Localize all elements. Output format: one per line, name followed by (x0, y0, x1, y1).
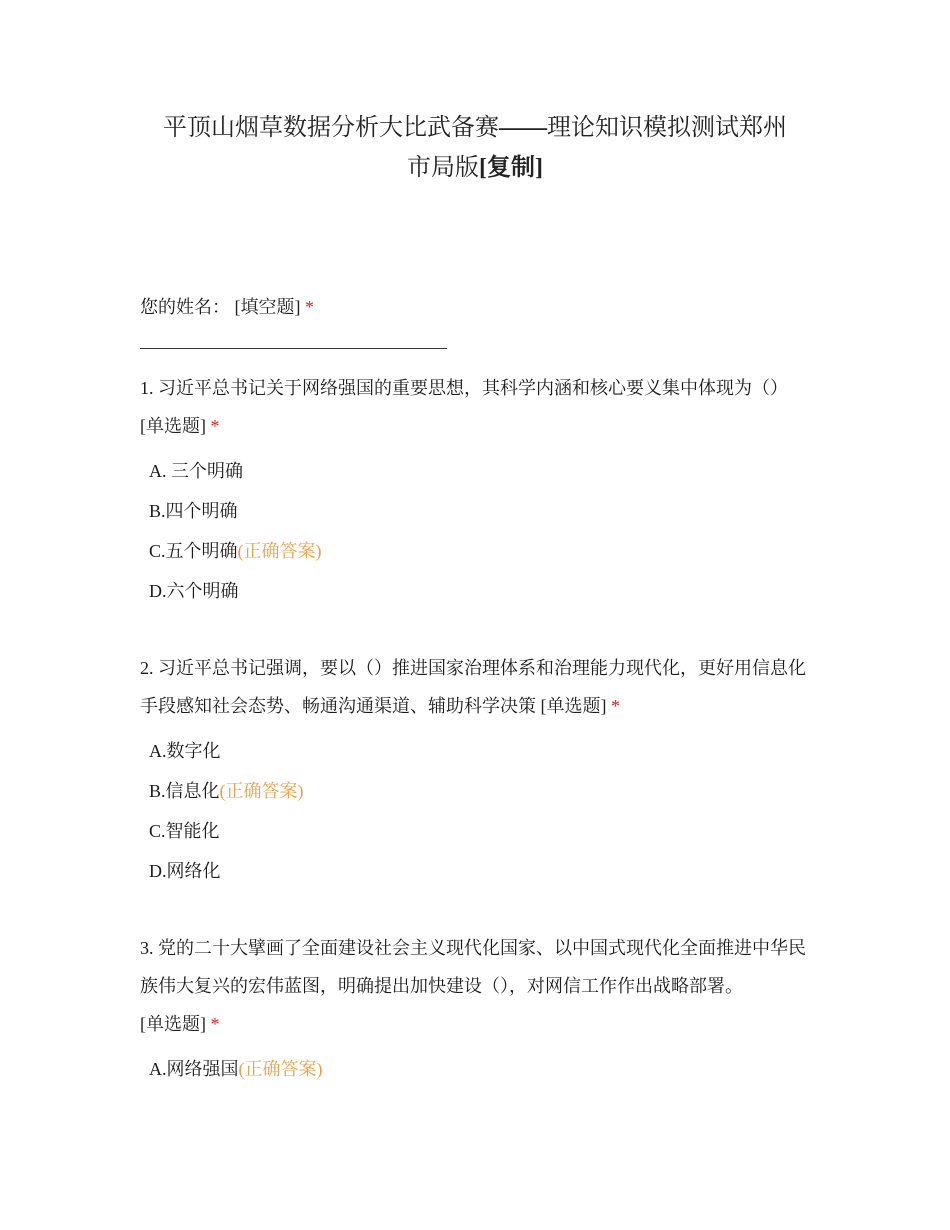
required-mark: * (305, 297, 314, 317)
correct-answer-tag: (正确答案) (238, 1059, 323, 1079)
question-number: 3. (140, 938, 154, 958)
required-mark: * (210, 416, 220, 436)
correct-answer-tag: (正确答案) (219, 781, 304, 801)
option-label: D.网络化 (149, 861, 221, 881)
option-label: C.五个明确 (149, 541, 238, 561)
page-title (140, 108, 810, 188)
question-3 (140, 929, 812, 1043)
name-question (140, 288, 812, 326)
title-part2: 理论知识模拟测试郑州 (547, 115, 787, 141)
question-text: 党的二十大擘画了全面建设社会主义现代化国家、以中国式现代化全面推进中华民族伟大复兴的宏伟蓝图，明确提出加快建设（），对网信工作作出战略部署。 (140, 938, 806, 996)
q2-option-c[interactable] (149, 818, 220, 844)
option-label: C.智能化 (149, 821, 220, 841)
option-label: D.六个明确 (149, 581, 239, 601)
q3-option-a[interactable] (149, 1056, 323, 1082)
q2-option-b[interactable] (149, 778, 304, 804)
q1-option-d[interactable] (149, 578, 239, 604)
q1-option-a[interactable] (149, 458, 243, 484)
question-type: [单选题] (140, 416, 206, 436)
title-line2: 市局版 (407, 155, 479, 181)
question-type: [单选题] (540, 696, 607, 716)
required-mark: * (210, 1014, 220, 1034)
question-text: 习近平总书记关于网络强国的重要思想，其科学内涵和核心要义集中体现为（） (158, 378, 788, 398)
title-dash: —— (499, 115, 547, 141)
q2-option-d[interactable] (149, 858, 221, 884)
option-label: B.四个明确 (149, 501, 238, 521)
option-label: B.信息化 (149, 781, 220, 801)
name-label: 您的姓名： (140, 297, 230, 317)
option-label: A.数字化 (149, 741, 221, 761)
required-mark: * (611, 696, 620, 716)
option-label: A.网络强国 (149, 1059, 239, 1079)
question-number: 1. (140, 378, 154, 398)
q2-option-a[interactable] (149, 738, 221, 764)
title-part1: 平顶山烟草数据分析大比武备赛 (163, 115, 499, 141)
q1-option-b[interactable] (149, 498, 238, 524)
question-type: [单选题] (140, 1014, 206, 1034)
name-input[interactable] (140, 348, 447, 349)
question-2 (140, 649, 812, 725)
title-copy-tag: [复制] (479, 155, 543, 181)
question-number: 2. (140, 658, 154, 678)
option-label: A. 三个明确 (149, 461, 243, 481)
q1-option-c[interactable] (149, 538, 322, 564)
name-type: [填空题] (234, 297, 301, 317)
question-text: 习近平总书记强调，要以（）推进国家治理体系和治理能力现代化，更好用信息化手段感知社会态势、畅通沟通渠道、辅助科学决策 (140, 658, 806, 716)
question-1 (140, 369, 812, 445)
correct-answer-tag: (正确答案) (237, 541, 322, 561)
